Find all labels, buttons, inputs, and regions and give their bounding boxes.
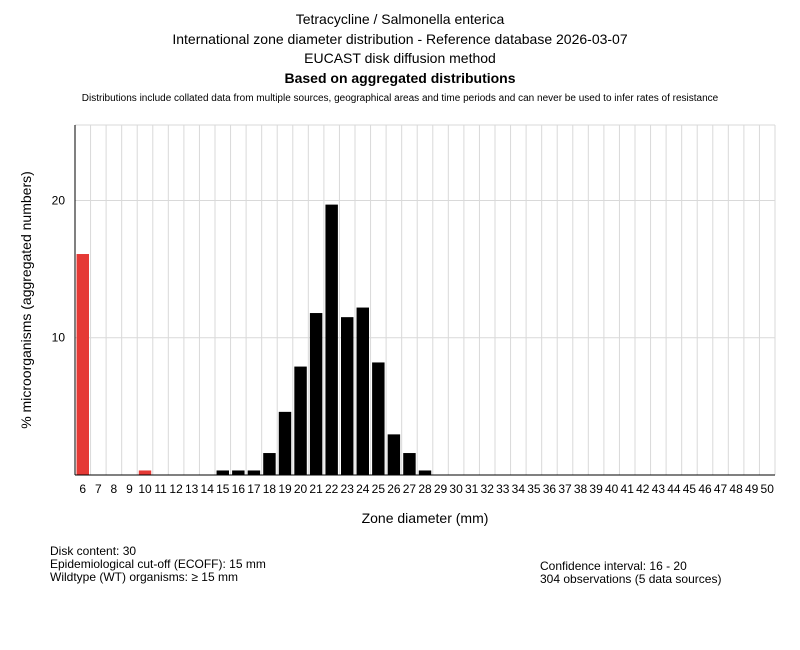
y-tick-labels: [52, 193, 66, 344]
x-tick-label: 22: [324, 482, 339, 496]
chart-disclaimer-note: Distributions include collated data from multiple sources, geographical areas and time periods and can never be used to infer rates of resistance: [81, 93, 719, 104]
x-tick-label: 47: [713, 482, 728, 496]
bar-22mm: [325, 205, 337, 475]
footer-left: [50, 545, 266, 584]
x-tick-label: 14: [200, 482, 214, 496]
bar-25mm: [372, 362, 384, 475]
bar-26mm: [388, 434, 400, 475]
y-tick-label: 20: [51, 193, 65, 208]
x-tick-label: 37: [558, 482, 572, 496]
bar-18mm: [263, 453, 275, 475]
gridlines: [75, 125, 775, 475]
x-tick-label: 45: [682, 482, 697, 496]
x-tick-label: 16: [231, 482, 246, 496]
x-tick-label: 27: [402, 482, 417, 496]
x-tick-label: 8: [110, 482, 118, 496]
x-tick-label: 12: [169, 482, 183, 496]
ecoff-text: Epidemiological cut-off (ECOFF): 15 mm: [50, 557, 266, 571]
x-tick-label: 28: [418, 482, 432, 496]
x-tick-label: 36: [542, 482, 557, 496]
x-tick-label: 49: [744, 482, 759, 496]
bar-24mm: [357, 308, 369, 475]
x-tick-label: 17: [247, 482, 261, 496]
x-tick-label: 20: [293, 482, 308, 496]
x-tick-label: 32: [480, 482, 494, 496]
x-tick-label: 25: [371, 482, 386, 496]
x-tick-label: 13: [184, 482, 199, 496]
bar-19mm: [279, 412, 291, 475]
bar-10mm: [139, 470, 151, 475]
x-tick-label: 35: [527, 482, 541, 496]
bar-21mm: [310, 313, 322, 475]
wildtype-text: Wildtype (WT) organisms: ≥ 15 mm: [50, 570, 238, 584]
x-tick-label: 23: [340, 482, 354, 496]
x-tick-label: 43: [651, 482, 666, 496]
chart-title-aggregation: Based on aggregated distributions: [284, 69, 516, 86]
bar-23mm: [341, 317, 353, 475]
x-tick-label: 39: [589, 482, 603, 496]
x-tick-label: 41: [620, 482, 634, 496]
x-tick-label: 24: [356, 482, 370, 496]
bar-6mm: [77, 254, 89, 475]
x-axis-title: Zone diameter (mm): [361, 510, 489, 526]
bar-16mm: [232, 470, 244, 475]
x-tick-label: 21: [309, 482, 323, 496]
x-tick-label: 48: [729, 482, 743, 496]
x-tick-label: 38: [573, 482, 588, 496]
x-tick-label: 29: [433, 482, 448, 496]
x-tick-label: 31: [464, 482, 479, 496]
x-tick-label: 10: [138, 482, 152, 496]
x-tick-label: 34: [511, 482, 526, 496]
x-tick-labels: [79, 482, 774, 496]
disk-content-text: Disk content: 30: [50, 544, 137, 558]
chart-title-method: EUCAST disk diffusion method: [304, 50, 496, 66]
x-tick-label: 46: [698, 482, 712, 496]
x-tick-label: 19: [278, 482, 292, 496]
x-tick-label: 33: [496, 482, 510, 496]
bar-27mm: [403, 453, 415, 475]
chart-title-distribution: International zone diameter distribution - Reference database 2026-03-07: [172, 30, 628, 47]
axes: [75, 125, 775, 475]
x-tick-label: 30: [449, 482, 463, 496]
x-tick-label: 44: [667, 482, 681, 496]
y-tick-label: 10: [51, 330, 65, 345]
confidence-interval-text: Confidence interval: 16 - 20: [540, 559, 687, 573]
x-tick-label: 7: [94, 482, 102, 496]
observations-text: 304 observations (5 data sources): [540, 572, 722, 586]
bar-15mm: [217, 470, 229, 475]
bar-17mm: [248, 470, 260, 475]
chart-title-antibiotic-organism: Tetracycline / Salmonella enterica: [295, 11, 505, 27]
x-tick-label: 15: [216, 482, 230, 496]
x-tick-label: 6: [79, 482, 87, 496]
bars: [77, 205, 432, 475]
footer-right: [540, 560, 721, 586]
y-axis-title: % microorganisms (aggregated numbers): [18, 171, 34, 429]
x-tick-label: 42: [636, 482, 650, 496]
x-tick-label: 50: [760, 482, 774, 496]
x-tick-label: 9: [126, 482, 133, 496]
bar-28mm: [419, 470, 431, 475]
bar-20mm: [294, 367, 306, 475]
x-tick-label: 18: [262, 482, 277, 496]
x-tick-label: 11: [154, 482, 167, 496]
x-tick-label: 40: [604, 482, 619, 496]
x-tick-label: 26: [387, 482, 401, 496]
